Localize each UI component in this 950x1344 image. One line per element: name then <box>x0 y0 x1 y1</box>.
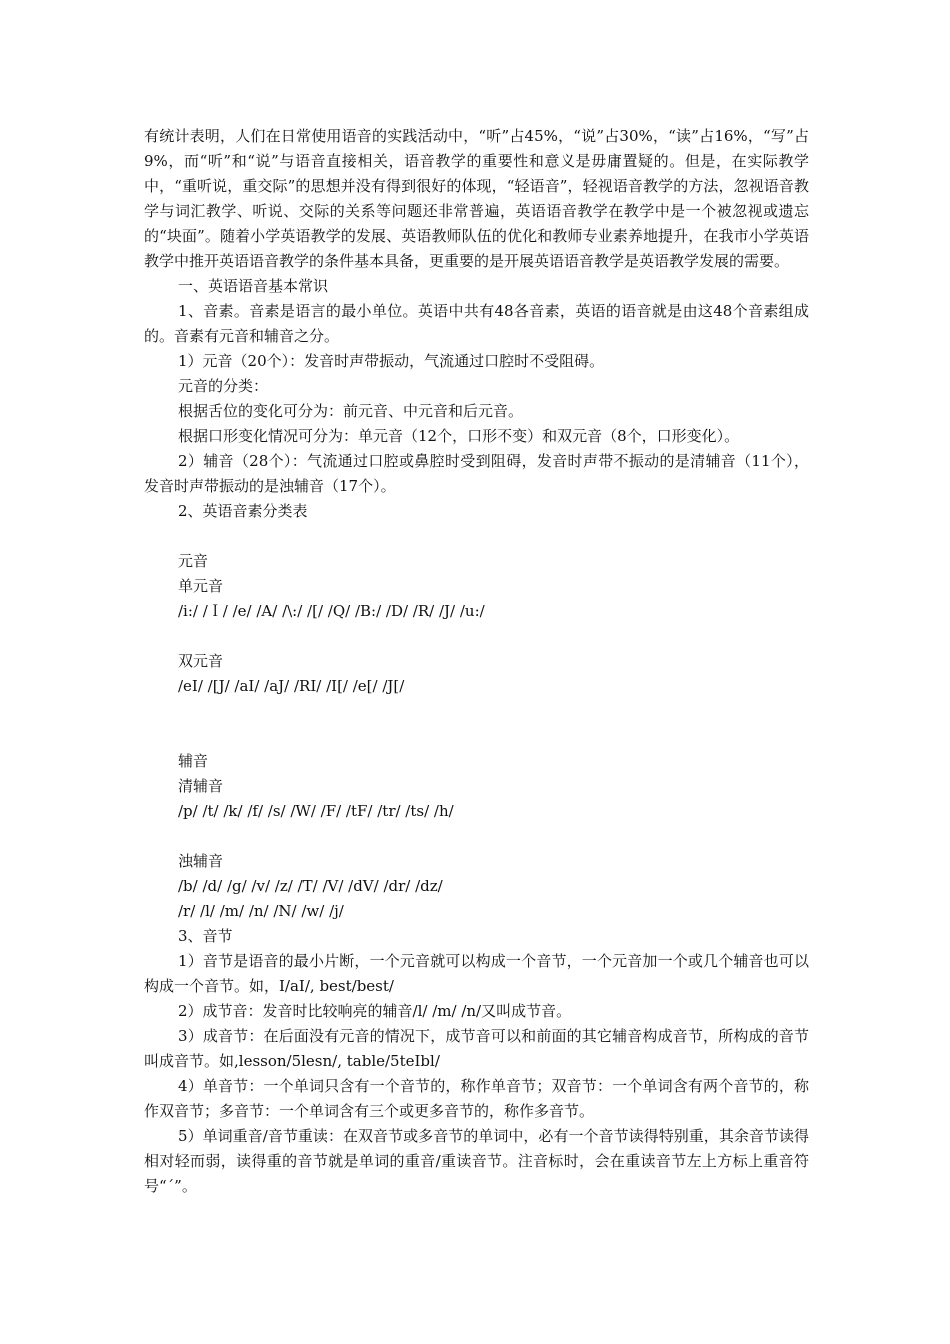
tongue-position-paragraph: 根据舌位的变化可分为：前元音、中元音和后元音。 <box>178 402 524 420</box>
syllable-paragraph-5: 5）单词重音/音节重读：在双音节或多音节的单词中，必有一个音节读得特别重，其余音节读得相对轻而弱，读得重的音节就是单词的重音/重读音节。注音标时，会在重读音节左上方标上重音符号“ˊ”。 <box>144 1127 809 1195</box>
consonant-paragraph: 2）辅音（28个）：气流通过口腔或鼻腔时受到阻碍，发音时声带不振动的是清辅音（11个），发音时声带振动的是浊辅音（17个）。 <box>144 452 809 495</box>
mouth-shape-paragraph: 根据口形变化情况可分为：单元音（12个，口形不变）和双元音（8个，口形变化）。 <box>178 427 740 445</box>
diphthong-list: /eI/ /[J/ /aI/ /aJ/ /RI/ /I[/ /e[/ /J[/ <box>178 677 405 695</box>
voiced-list-2: /r/ /l/ /m/ /n/ /N/ /w/ /j/ <box>178 902 344 920</box>
monophthong-list: /i:/ /Ｉ/ /e/ /A/ /\:/ /[/ /Q/ /B:/ /D/ /R/ /J/ /u:/ <box>178 602 485 620</box>
syllable-paragraph-2: 2）成节音：发音时比较响亮的辅音/l/ /m/ /n/又叫成节音。 <box>178 1002 572 1020</box>
voiceless-list: /p/ /t/ /k/ /f/ /s/ /W/ /F/ /tF/ /tr/ /ts/ /h/ <box>178 802 454 820</box>
document-page <box>144 124 809 1199</box>
vowel-paragraph: 1）元音（20个）：发音时声带振动，气流通过口腔时不受阻碍。 <box>178 352 605 370</box>
syllable-heading: 3、音节 <box>178 927 233 945</box>
syllable-paragraph-1: 1）音节是语音的最小片断，一个元音就可以构成一个音节，一个元音加一个或几个辅音也可以构成一个音节。如，I/aI/, best/best/ <box>144 952 809 995</box>
voiced-list-1: /b/ /d/ /g/ /v/ /z/ /T/ /V/ /dV/ /dr/ /dz/ <box>178 877 443 895</box>
intro-paragraph: 有统计表明，人们在日常使用语音的实践活动中，“听”占45%，“说”占30%，“读”占16%，“写”占9%，而“听”和“说”与语音直接相关，语音教学的重要性和意义是毋庸置疑的。但是，在实际教学中，“重听说，重交际”的思想并没有得到很好的体现，“轻语音”，轻视语音教学的方法，忽视语音教学与词汇教学、听说、交际的关系等问题还非常普遍，英语语音教学在教学中是一个被忽视或遗忘的“块面”。随着小学英语教学的发展、英语教师队伍的优化和教师专业素养地提升，在我市小学英语教学中推开英语语音教学的条件基本具备，更重要的是开展英语语音教学是英语教学发展的需要。 <box>144 127 809 270</box>
vowel-classification-heading: 元音的分类： <box>178 377 269 395</box>
diphthong-heading: 双元音 <box>178 652 224 670</box>
phoneme-table <box>144 524 809 924</box>
voiceless-heading: 清辅音 <box>178 777 224 795</box>
consonant-heading: 辅音 <box>178 752 209 770</box>
phoneme-paragraph: 1、音素。音素是语言的最小单位。英语中共有48各音素，英语的语音就是由这48个音素组成的。音素有元音和辅音之分。 <box>144 302 809 345</box>
section-heading: 一、英语语音基本常识 <box>178 277 329 295</box>
vowel-heading: 元音 <box>178 552 209 570</box>
voiced-heading: 浊辅音 <box>178 852 224 870</box>
phoneme-table-heading: 2、英语音素分类表 <box>178 502 308 520</box>
monophthong-heading: 单元音 <box>178 577 224 595</box>
syllable-paragraph-3: 3）成音节：在后面没有元音的情况下，成节音可以和前面的其它辅音构成音节，所构成的音节叫成音节。如,lesson/5lesn/, table/5teIbl/ <box>144 1027 809 1070</box>
syllable-paragraph-4: 4）单音节：一个单词只含有一个音节的，称作单音节；双音节：一个单词含有两个音节的，称作双音节；多音节：一个单词含有三个或更多音节的，称作多音节。 <box>144 1077 809 1120</box>
